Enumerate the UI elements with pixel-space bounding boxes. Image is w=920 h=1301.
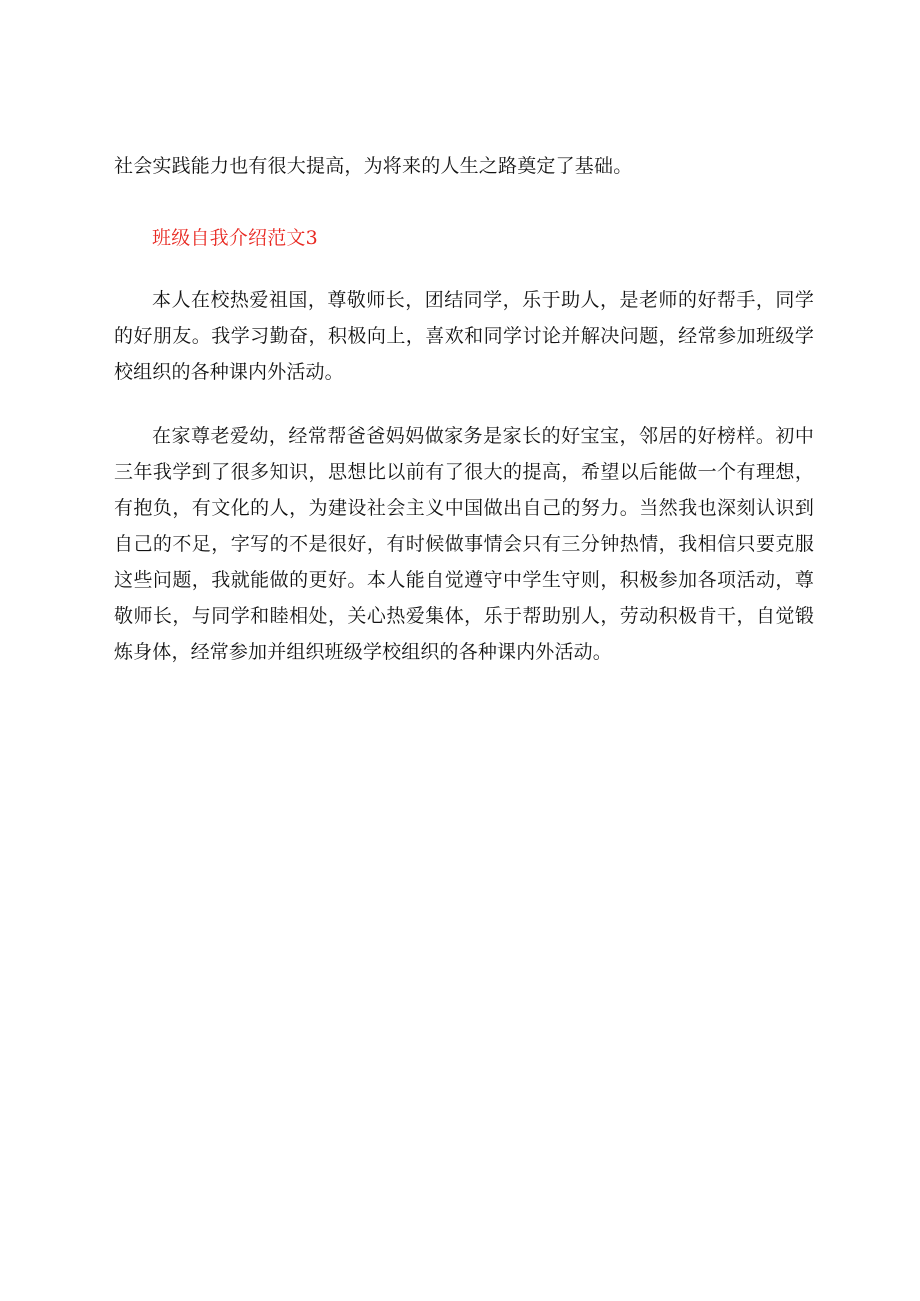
paragraph-2: 在家尊老爱幼，经常帮爸爸妈妈做家务是家长的好宝宝，邻居的好榜样。初中三年我学到了很多知识，思想比以前有了很大的提高，希望以后能做一个有理想，有抱负，有文化的人，为建设社会主义中国做出自己的努力。当然我也深刻认识到自己的不足，字写的不是很好，有时候做事情会只有三分钟热情，我相信只要克服这些问题，我就能做的更好。本人能自觉遵守中学生守则，积极参加各项活动，尊敬师长，与同学和睦相处，关心热爱集体，乐于帮助别人，劳动积极肯干，自觉锻炼身体，经常参加并组织班级学校组织的各种课内外活动。 <box>114 425 814 663</box>
paragraph-1: 本人在校热爱祖国，尊敬师长，团结同学，乐于助人，是老师的好帮手，同学的好朋友。我学习勤奋，积极向上，喜欢和同学讨论并解决问题，经常参加班级学校组织的各种课内外活动。 <box>114 289 814 383</box>
document-body <box>114 150 814 670</box>
carried-over-line: 社会实践能力也有很大提高，为将来的人生之路奠定了基础。 <box>114 155 633 177</box>
section-heading: 班级自我介绍范文3 <box>152 227 318 249</box>
